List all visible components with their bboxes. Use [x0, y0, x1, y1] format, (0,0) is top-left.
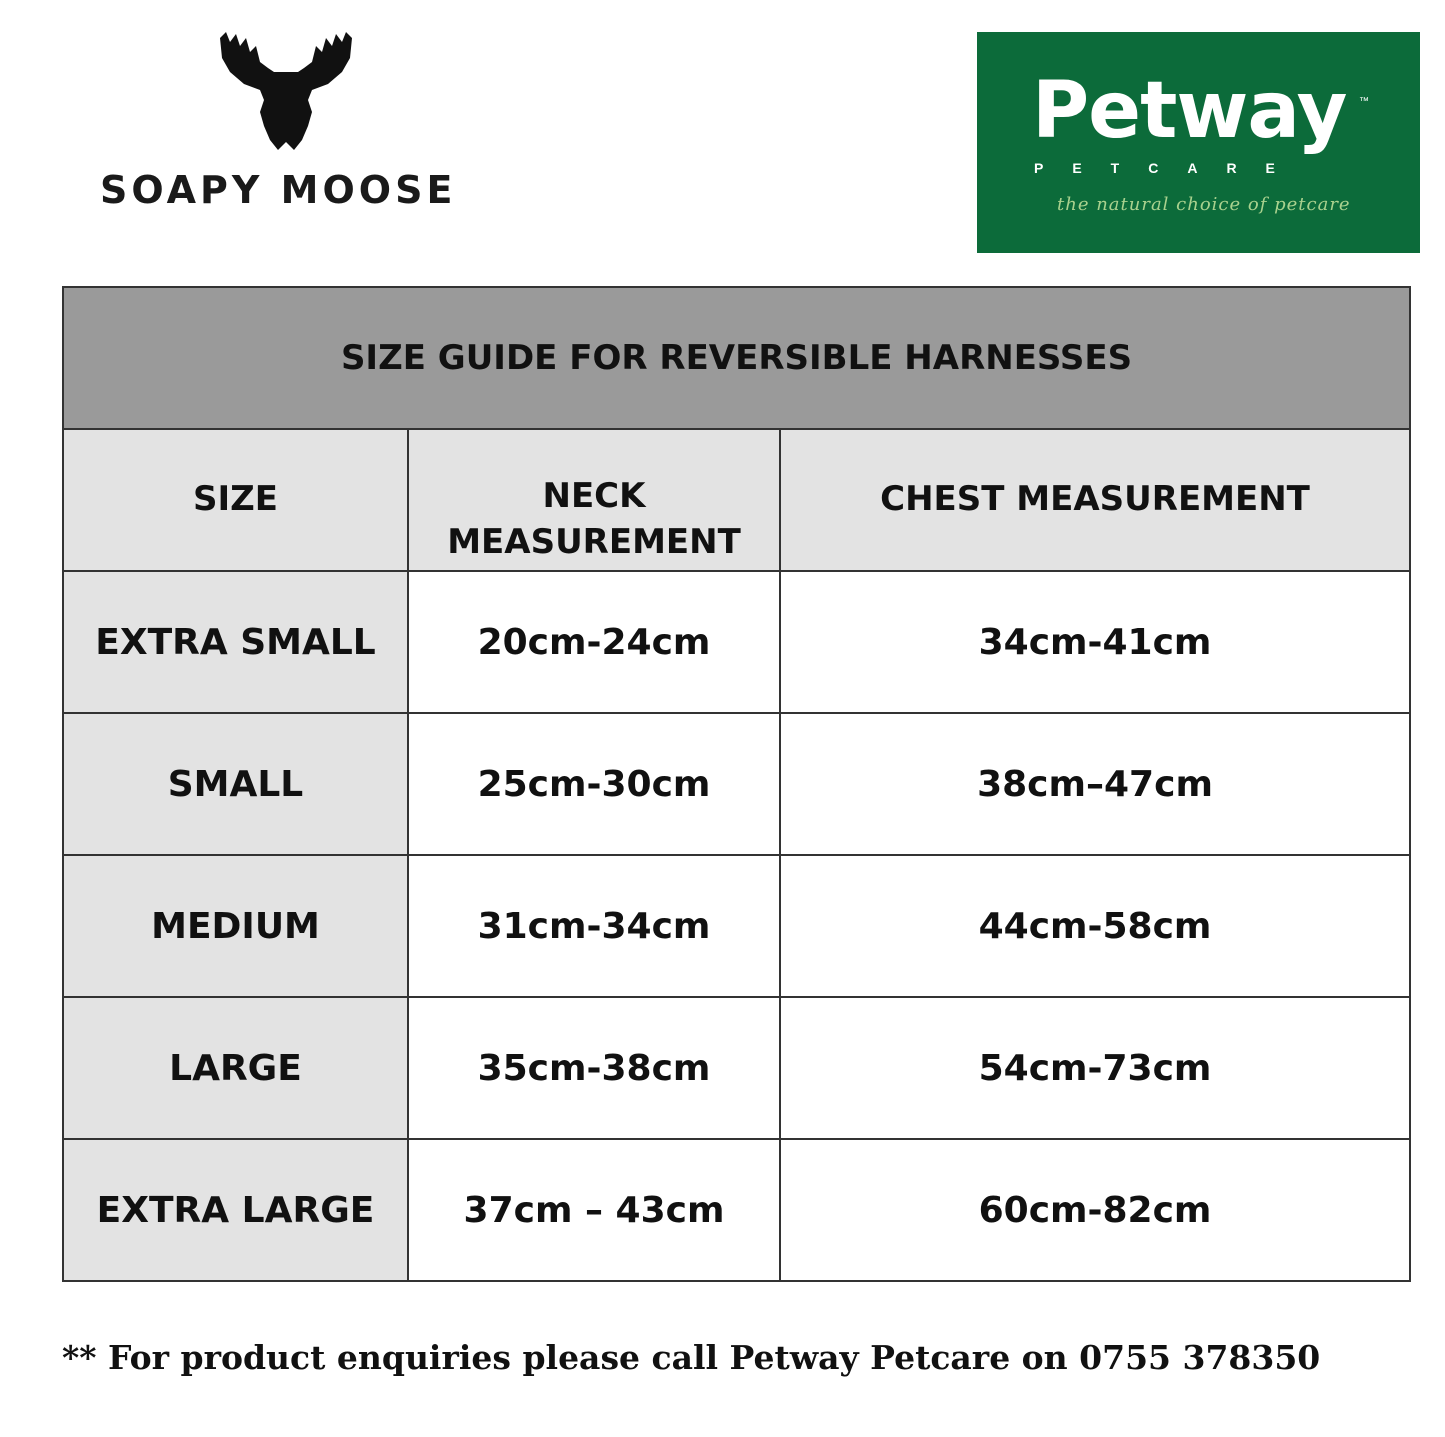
chest-cell: 54cm-73cm: [780, 997, 1410, 1139]
header-neck-label: NECK MEASUREMENT: [447, 476, 741, 562]
petway-subtitle: PETCARE: [1034, 160, 1304, 176]
neck-cell: 35cm-38cm: [408, 997, 780, 1139]
header-chest-label: CHEST MEASUREMENT: [880, 479, 1310, 520]
table-row: [63, 1139, 1410, 1281]
table-row: [63, 571, 1410, 713]
neck-cell: 37cm – 43cm: [408, 1139, 780, 1281]
size-cell: MEDIUM: [63, 855, 408, 997]
table-header-row: [63, 429, 1410, 571]
size-cell: LARGE: [63, 997, 408, 1139]
neck-cell: 25cm-30cm: [408, 713, 780, 855]
chest-cell: 34cm-41cm: [780, 571, 1410, 713]
size-guide-table: [62, 286, 1411, 1282]
petway-wordmark: Petway: [1032, 66, 1347, 156]
neck-cell: 31cm-34cm: [408, 855, 780, 997]
soapy-moose-wordmark: SOAPY MOOSE: [100, 168, 457, 212]
chest-cell: 44cm-58cm: [780, 855, 1410, 997]
soapy-moose-logo: [100, 28, 480, 218]
size-cell: EXTRA SMALL: [63, 571, 408, 713]
header-neck: [408, 429, 780, 571]
table-row: [63, 855, 1410, 997]
table-row: [63, 997, 1410, 1139]
table-title-row: [63, 287, 1410, 429]
neck-cell: 20cm-24cm: [408, 571, 780, 713]
size-cell: EXTRA LARGE: [63, 1139, 408, 1281]
chest-cell: 38cm–47cm: [780, 713, 1410, 855]
chest-cell: 60cm-82cm: [780, 1139, 1410, 1281]
enquiries-footnote: ** For product enquiries please call Petway Petcare on 0755 378350: [62, 1338, 1321, 1377]
trademark-mark: ™: [1359, 96, 1369, 107]
moose-head-icon: [216, 28, 356, 153]
header-size: SIZE: [63, 429, 408, 571]
header-chest: [780, 429, 1410, 571]
size-cell: SMALL: [63, 713, 408, 855]
petway-logo: [977, 32, 1420, 253]
table-row: [63, 713, 1410, 855]
table-title: SIZE GUIDE FOR REVERSIBLE HARNESSES: [63, 287, 1410, 429]
petway-tagline: the natural choice of petcare: [1057, 194, 1351, 215]
